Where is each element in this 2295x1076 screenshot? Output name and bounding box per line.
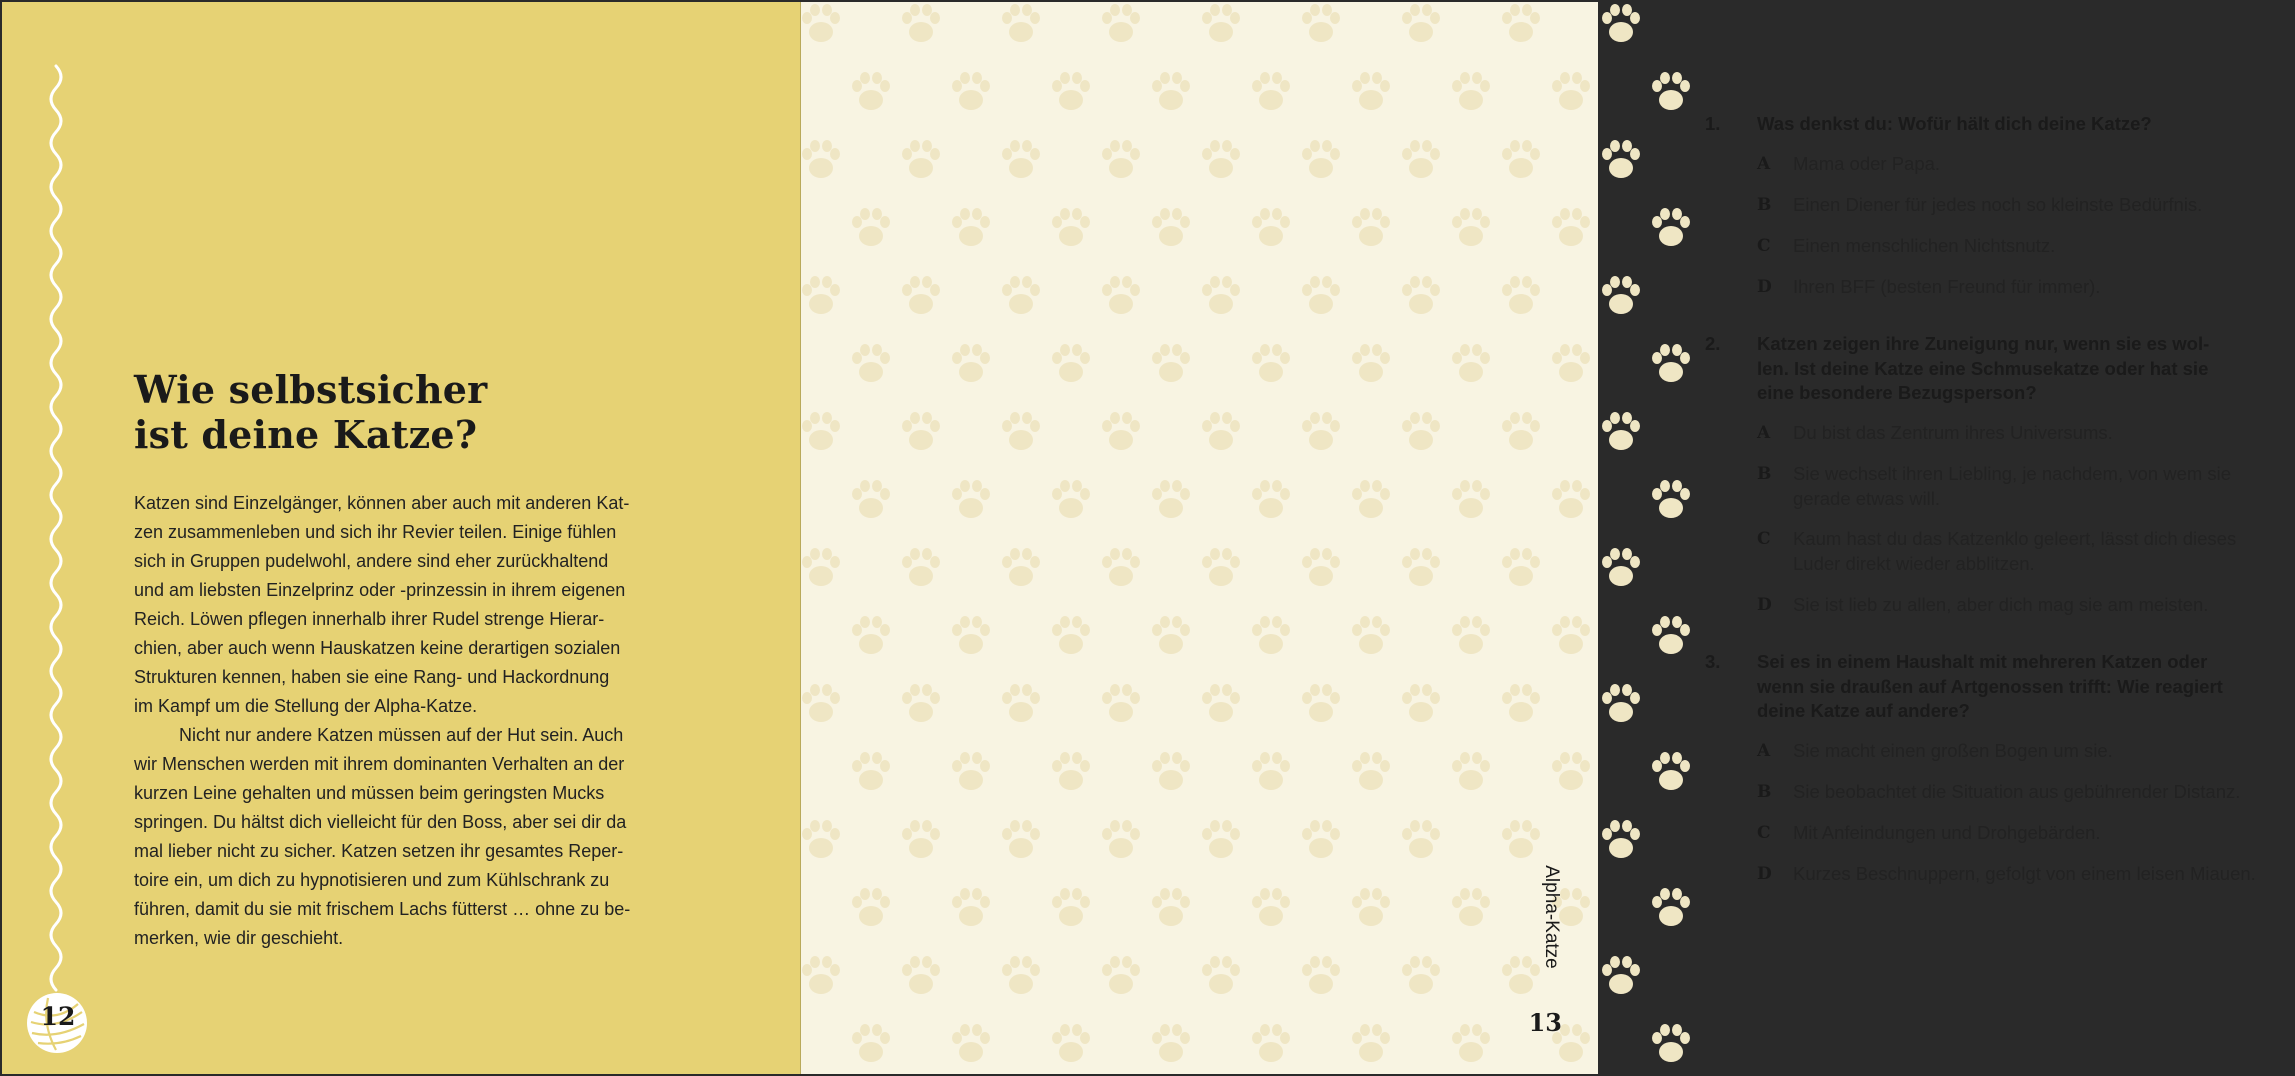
paw-print-icon: [952, 752, 990, 790]
text-line: Sie beobachtet die Situation aus gebührender Distanz.: [1793, 781, 2241, 802]
paw-print-icon: [1552, 616, 1590, 654]
paw-print-icon: [1252, 480, 1290, 518]
paw-print-icon: [852, 480, 890, 518]
quiz-question: [1705, 332, 2295, 406]
answer-option: [1757, 862, 2295, 887]
text-line: Sie ist lieb zu allen, aber dich mag sie am meisten.: [1793, 594, 2209, 615]
text-line: Was denkst du: Wofür hält dich deine Katze?: [1757, 113, 2152, 134]
text-line: Mit Anfeindungen und Drohgebärden.: [1793, 822, 2101, 843]
paw-print-icon: [1102, 820, 1140, 858]
paw-print-icon: [1602, 820, 1640, 858]
paw-print-icon: [952, 480, 990, 518]
page-number-left: 12: [40, 1002, 76, 1031]
text-line: wenn sie draußen auf Artgenossen trifft: Wie reagiert: [1757, 675, 2223, 697]
paw-print-icon: [1302, 140, 1340, 178]
answer-text: [1793, 462, 2295, 511]
right-page: [801, 2, 2256, 1074]
intro-text: [134, 489, 724, 953]
answer-text: [1793, 421, 2295, 446]
paw-print-icon: [1152, 1024, 1190, 1062]
paw-print-icon: [1302, 412, 1340, 450]
answer-letter: D: [1757, 864, 1772, 884]
answer-letter: B: [1757, 782, 1772, 802]
paw-print-icon: [1002, 956, 1040, 994]
text-line: Kaum hast du das Katzenklo geleert, lässt dich dieses: [1793, 528, 2237, 549]
paw-print-icon: [852, 888, 890, 926]
answer-option: [1757, 462, 2295, 511]
answer-option: [1757, 275, 2295, 300]
paw-print-icon: [902, 140, 940, 178]
paw-print-icon: [1502, 140, 1540, 178]
text-line: Mama oder Papa.: [1793, 153, 1941, 174]
text-line: chien, aber auch wenn Hauskatzen keine derartigen sozialen: [134, 638, 621, 658]
answer-option: [1757, 527, 2295, 576]
paw-print-icon: [1102, 276, 1140, 314]
intro-paragraph: [134, 721, 724, 953]
paw-print-icon: [1552, 480, 1590, 518]
paw-print-icon: [902, 276, 940, 314]
paw-print-icon: [1252, 616, 1290, 654]
paw-print-pattern: [801, 2, 1598, 1074]
paw-print-icon: [1002, 684, 1040, 722]
paw-print-icon: [1602, 4, 1640, 42]
paw-print-icon: [1202, 276, 1240, 314]
quiz-question: [1705, 650, 2295, 724]
paw-print-icon: [1402, 140, 1440, 178]
paw-print-icon: [1052, 752, 1090, 790]
paw-print-icon: [852, 752, 890, 790]
paw-print-icon: [852, 1024, 890, 1062]
paw-print-icon: [1602, 548, 1640, 586]
paw-print-icon: [1052, 888, 1090, 926]
text-line: Kurzes Beschnuppern, gefolgt von einem leisen Miauen.: [1793, 863, 2256, 884]
text-line: gerade etwas will.: [1793, 487, 1941, 509]
paw-print-icon: [1052, 344, 1090, 382]
answer-text: [1793, 593, 2295, 618]
paw-print-icon: [1052, 1024, 1090, 1062]
answer-text: [1793, 275, 2295, 300]
paw-print-icon: [952, 208, 990, 246]
paw-print-icon: [1202, 412, 1240, 450]
text-line: im Kampf um die Stellung der Alpha-Katze.: [134, 696, 478, 716]
text-line: Du bist das Zentrum ihres Universums.: [1793, 422, 2113, 443]
paw-print-icon: [1452, 208, 1490, 246]
paw-print-icon: [1352, 752, 1390, 790]
paw-print-icon: [1252, 72, 1290, 110]
paw-print-icon: [1302, 548, 1340, 586]
answer-option: [1757, 421, 2295, 446]
paw-print-icon: [802, 140, 840, 178]
answer-option: [1757, 739, 2295, 764]
paw-print-icon: [1202, 548, 1240, 586]
answer-letter: A: [1757, 154, 1771, 174]
question-number: 3.: [1705, 651, 1721, 672]
paw-print-icon: [1102, 956, 1140, 994]
answer-letter: B: [1757, 464, 1772, 484]
paw-print-icon: [1602, 140, 1640, 178]
paw-print-icon: [1402, 684, 1440, 722]
paw-print-icon: [1002, 140, 1040, 178]
chapter-label-text: Alpha-Katze: [1541, 865, 1562, 969]
paw-print-icon: [1152, 616, 1190, 654]
question-text: [1757, 650, 2295, 724]
answer-letter: D: [1757, 595, 1772, 615]
paw-print-icon: [1252, 888, 1290, 926]
paw-print-icon: [1602, 956, 1640, 994]
paw-print-icon: [1202, 820, 1240, 858]
paw-print-icon: [1402, 820, 1440, 858]
paw-print-icon: [1052, 72, 1090, 110]
paw-print-icon: [1402, 956, 1440, 994]
question-number: 2.: [1705, 333, 1721, 354]
paw-print-icon: [1202, 4, 1240, 42]
paw-print-icon: [1302, 276, 1340, 314]
text-line: Sie wechselt ihren Liebling, je nachdem, von wem sie: [1793, 463, 2232, 484]
text-line: Sie macht einen großen Bogen um sie.: [1793, 740, 2113, 761]
paw-print-icon: [1252, 752, 1290, 790]
paw-print-icon: [1552, 752, 1590, 790]
paw-print-icon: [1552, 344, 1590, 382]
paw-print-icon: [802, 412, 840, 450]
text-line: kurzen Leine gehalten und müssen beim geringsten Mucks: [134, 783, 605, 803]
paw-print-icon: [1002, 548, 1040, 586]
page-title: [134, 367, 734, 457]
intro-paragraph: [134, 489, 724, 721]
paw-print-icon: [902, 956, 940, 994]
answer-option: [1757, 152, 2295, 177]
paw-print-icon: [1152, 752, 1190, 790]
text-line: Reich. Löwen pflegen innerhalb ihrer Rudel strenge Hierar-: [134, 609, 605, 629]
paw-print-icon: [1602, 276, 1640, 314]
text-line: deine Katze auf andere?: [1757, 700, 1970, 721]
paw-print-icon: [1052, 208, 1090, 246]
chapter-label: [1536, 857, 1566, 977]
text-line: toire ein, um dich zu hypnotisieren und zum Kühlschrank zu: [134, 870, 610, 890]
paw-print-icon: [1202, 956, 1240, 994]
paw-print-icon: [1352, 72, 1390, 110]
paw-print-icon: [802, 4, 840, 42]
paw-print-icon: [952, 616, 990, 654]
paw-print-icon: [1652, 208, 1690, 246]
paw-print-icon: [1302, 4, 1340, 42]
paw-print-icon: [1502, 4, 1540, 42]
paw-print-icon: [902, 4, 940, 42]
title-line: ist deine Katze?: [134, 412, 478, 457]
paw-print-icon: [1352, 888, 1390, 926]
answer-text: [1793, 862, 2295, 887]
answer-option: [1757, 193, 2295, 218]
paw-print-icon: [1352, 208, 1390, 246]
paw-print-icon: [1652, 480, 1690, 518]
title-line: Wie selbstsicher: [134, 367, 488, 412]
paw-print-icon: [1002, 4, 1040, 42]
paw-print-icon: [952, 344, 990, 382]
paw-print-icon: [1202, 140, 1240, 178]
paw-print-icon: [1152, 480, 1190, 518]
paw-print-icon: [1152, 208, 1190, 246]
text-line: merken, wie dir geschieht.: [134, 928, 344, 948]
paw-print-icon: [1352, 480, 1390, 518]
wavy-yarn-line: [42, 66, 74, 996]
paw-print-icon: [1252, 208, 1290, 246]
paw-print-icon: [1502, 276, 1540, 314]
paw-print-icon: [1252, 1024, 1290, 1062]
paw-print-icon: [1402, 412, 1440, 450]
paw-print-icon: [1502, 956, 1540, 994]
paw-print-icon: [952, 72, 990, 110]
paw-print-icon: [902, 412, 940, 450]
answer-option: [1757, 593, 2295, 618]
paw-print-icon: [1102, 412, 1140, 450]
text-line: Katzen sind Einzelgänger, können aber auch mit anderen Kat-: [134, 493, 630, 513]
answer-letter: B: [1757, 195, 1772, 215]
paw-print-icon: [1602, 412, 1640, 450]
text-line: Luder direkt wieder abblitzen.: [1793, 552, 2035, 574]
paw-print-icon: [1652, 72, 1690, 110]
paw-print-icon: [952, 1024, 990, 1062]
question-text: [1757, 112, 2295, 137]
paw-print-icon: [1602, 684, 1640, 722]
paw-print-icon: [1302, 956, 1340, 994]
left-page: [2, 2, 801, 1074]
answer-letter: A: [1757, 423, 1771, 443]
answer-letter: C: [1757, 236, 1771, 256]
paw-print-icon: [1452, 480, 1490, 518]
answer-option: [1757, 780, 2295, 805]
answer-text: [1793, 193, 2295, 218]
text-line: Ihren BFF (besten Freund für immer).: [1793, 276, 2101, 297]
text-line: Einen Diener für jedes noch so kleinste Bedürfnis.: [1793, 194, 2203, 215]
paw-print-icon: [802, 684, 840, 722]
text-line: len. Ist deine Katze eine Schmusekatze oder hat sie: [1757, 357, 2209, 379]
paw-print-icon: [1002, 276, 1040, 314]
paw-print-icon: [1002, 412, 1040, 450]
paw-print-icon: [902, 548, 940, 586]
text-line: Einen menschlichen Nichtsnutz.: [1793, 235, 2056, 256]
text-line: führen, damit du sie mit frischem Lachs fütterst … ohne zu be-: [134, 899, 631, 919]
paw-print-icon: [1652, 888, 1690, 926]
paw-print-icon: [1052, 480, 1090, 518]
text-line: mal lieber nicht zu sicher. Katzen setzen ihr gesamtes Reper-: [134, 841, 624, 861]
answer-text: [1793, 527, 2295, 576]
paw-print-icon: [1152, 344, 1190, 382]
paw-print-icon: [1452, 888, 1490, 926]
paw-print-icon: [1552, 208, 1590, 246]
paw-print-icon: [802, 820, 840, 858]
text-line: sich in Gruppen pudelwohl, andere sind eher zurückhaltend: [134, 551, 609, 571]
answer-option: [1757, 821, 2295, 846]
text-line: Nicht nur andere Katzen müssen auf der Hut sein. Auch: [179, 725, 624, 745]
answer-text: [1793, 780, 2295, 805]
paw-print-icon: [1502, 684, 1540, 722]
paw-print-icon: [1402, 4, 1440, 42]
paw-print-icon: [802, 276, 840, 314]
paw-print-icon: [1452, 72, 1490, 110]
question-text: [1757, 332, 2295, 406]
paw-print-icon: [1652, 752, 1690, 790]
paw-print-icon: [852, 208, 890, 246]
paw-print-icon: [1652, 1024, 1690, 1062]
page-number-right: 13: [1528, 1008, 1562, 1037]
paw-print-icon: [1402, 276, 1440, 314]
answer-text: [1793, 234, 2295, 259]
paw-print-icon: [1352, 1024, 1390, 1062]
answer-letter: D: [1757, 277, 1772, 297]
paw-print-icon: [1502, 412, 1540, 450]
paw-print-icon: [852, 616, 890, 654]
paw-print-icon: [1102, 4, 1140, 42]
paw-print-icon: [1652, 344, 1690, 382]
answer-text: [1793, 152, 2295, 177]
paw-print-icon: [1502, 820, 1540, 858]
paw-print-icon: [1452, 344, 1490, 382]
paw-print-icon: [802, 548, 840, 586]
text-line: und am liebsten Einzelprinz oder -prinzessin in ihrem eigenen: [134, 580, 626, 600]
paw-print-icon: [1452, 616, 1490, 654]
text-line: eine besondere Bezugsperson?: [1757, 382, 2037, 403]
paw-print-icon: [1552, 72, 1590, 110]
paw-print-icon: [952, 888, 990, 926]
paw-print-icon: [852, 344, 890, 382]
paw-print-icon: [1252, 344, 1290, 382]
answer-text: [1793, 739, 2295, 764]
quiz-question: [1705, 112, 2295, 137]
paw-print-icon: [902, 684, 940, 722]
paw-print-icon: [1302, 684, 1340, 722]
paw-print-icon: [1402, 548, 1440, 586]
paw-print-icon: [1352, 344, 1390, 382]
paw-print-icon: [1352, 616, 1390, 654]
paw-print-icon: [1102, 684, 1140, 722]
paw-print-icon: [1102, 140, 1140, 178]
answer-letter: A: [1757, 741, 1771, 761]
paw-print-icon: [1002, 820, 1040, 858]
answer-option: [1757, 234, 2295, 259]
paw-print-icon: [1202, 684, 1240, 722]
text-line: springen. Du hältst dich vielleicht für den Boss, aber sei dir da: [134, 812, 627, 832]
paw-print-icon: [1152, 888, 1190, 926]
paw-print-icon: [1452, 752, 1490, 790]
text-line: zen zusammenleben und sich ihr Revier teilen. Einige fühlen: [134, 522, 617, 542]
paw-print-icon: [1502, 548, 1540, 586]
text-line: Sei es in einem Haushalt mit mehreren Katzen oder: [1757, 651, 2208, 672]
paw-print-icon: [1452, 1024, 1490, 1062]
paw-print-icon: [1302, 820, 1340, 858]
question-number: 1.: [1705, 113, 1721, 134]
paw-print-icon: [1652, 616, 1690, 654]
text-line: Strukturen kennen, haben sie eine Rang- und Hackordnung: [134, 667, 610, 687]
text-line: Katzen zeigen ihre Zuneigung nur, wenn sie es wol-: [1757, 333, 2210, 354]
text-line: wir Menschen werden mit ihrem dominanten Verhalten an der: [134, 754, 625, 774]
paw-print-icon: [1052, 616, 1090, 654]
answer-text: [1793, 821, 2295, 846]
answer-letter: C: [1757, 823, 1771, 843]
paw-print-icon: [1102, 548, 1140, 586]
paw-print-icon: [902, 820, 940, 858]
paw-print-icon: [852, 72, 890, 110]
answer-letter: C: [1757, 529, 1771, 549]
paw-print-icon: [1152, 72, 1190, 110]
paw-print-icon: [802, 956, 840, 994]
